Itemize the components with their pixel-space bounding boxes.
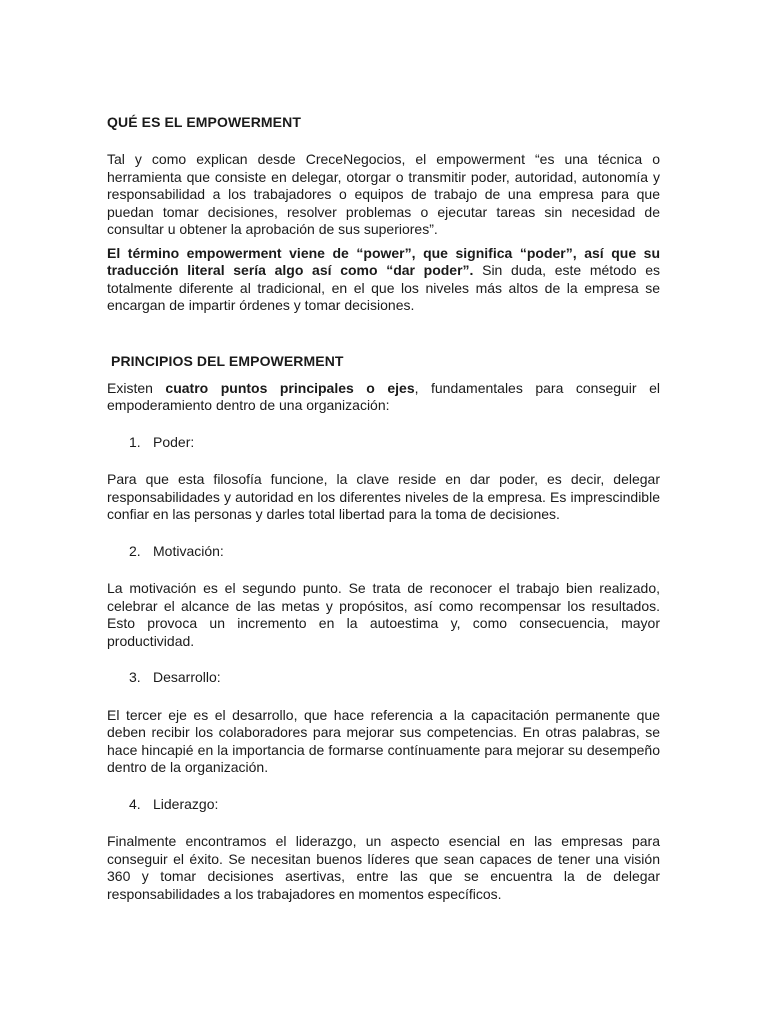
intro-bold-text: cuatro puntos principales o ejes xyxy=(165,379,415,396)
etymology-text: Sin duda, este método es totalmente diferente al tradicional, en el que los niveles más altos de la empresa se encargan de impartir órdenes y tomar decisiones. xyxy=(107,262,660,313)
section-title-what-is: QUÉ ES EL EMPOWERMENT xyxy=(107,114,301,130)
paragraph-desarrollo: El tercer eje es el desarrollo, que hace referencia a la capacitación permanente que deben recibir los colaboradores para mejorar sus competencias. En otras palabras, se hace hincapié en la importancia de formarse contínuamente para mejorar su desempeño dentro de la organización. xyxy=(107,706,660,775)
section-title-principles: PRINCIPIOS DEL EMPOWERMENT xyxy=(111,352,344,369)
paragraph-liderazgo: Finalmente encontramos el liderazgo, un aspecto esencial en las empresas para conseguir el éxito. Se necesitan buenos líderes que sean capaces de tener una visión 360 y tomar decisiones asertivas, entre las que se encuentra la de delegar responsabilidades a los trabajadores en momentos específicos. xyxy=(107,833,660,902)
paragraph-motivacion: La motivación es el segundo punto. Se trata de reconocer el trabajo bien realizado, celebrar el alcance de las metas y propósitos, así como recompensar los resultados. Esto provoca un incremento en la autoestima y, como consecuencia, mayor productividad. xyxy=(107,580,660,649)
intro-text-pre: Existen xyxy=(107,379,166,396)
paragraph-principles-intro xyxy=(107,380,660,415)
paragraph-definition: Tal y como explican desde CreceNegocios, el empowerment “es una técnica o herramienta que consiste en delegar, otorgar o transmitir poder, autoridad, autonomía y responsabilidad a los trabajadores o equipos de trabajo de una empresa para que puedan tomar decisiones, resolver problemas o ejecutar tareas sin necesidad de consultar u obtener la aprobación de sus superiores”. xyxy=(107,151,660,237)
list-item-poder xyxy=(107,434,660,452)
document-page xyxy=(107,110,660,903)
list-number: 4. xyxy=(129,795,141,812)
list-number: 2. xyxy=(129,542,141,559)
list-item-liderazgo xyxy=(107,796,660,814)
list-item-label: Desarrollo: xyxy=(153,669,221,685)
list-number: 1. xyxy=(129,433,141,450)
list-item-label: Poder: xyxy=(153,433,195,450)
list-number: 3. xyxy=(129,669,141,685)
intro-text-post: , fundamentales para conseguir el empoderamiento dentro de una organización: xyxy=(107,379,660,413)
list-item-motivacion xyxy=(107,543,660,561)
paragraph-poder: Para que esta filosofía funcione, la clave reside en dar poder, es decir, delegar responsabilidades y autoridad en los diferentes niveles de la empresa. Es imprescindible confiar en las personas y darles total libertad para la toma de decisiones. xyxy=(107,471,660,522)
list-item-label: Liderazgo: xyxy=(153,795,219,812)
list-item-label: Motivación: xyxy=(153,542,224,559)
etymology-bold-text: El término empowerment viene de “power”, que significa “poder”, así que su traducción literal sería algo así como “dar poder”. xyxy=(107,244,660,278)
list-item-desarrollo xyxy=(107,669,660,687)
paragraph-etymology xyxy=(107,245,660,315)
